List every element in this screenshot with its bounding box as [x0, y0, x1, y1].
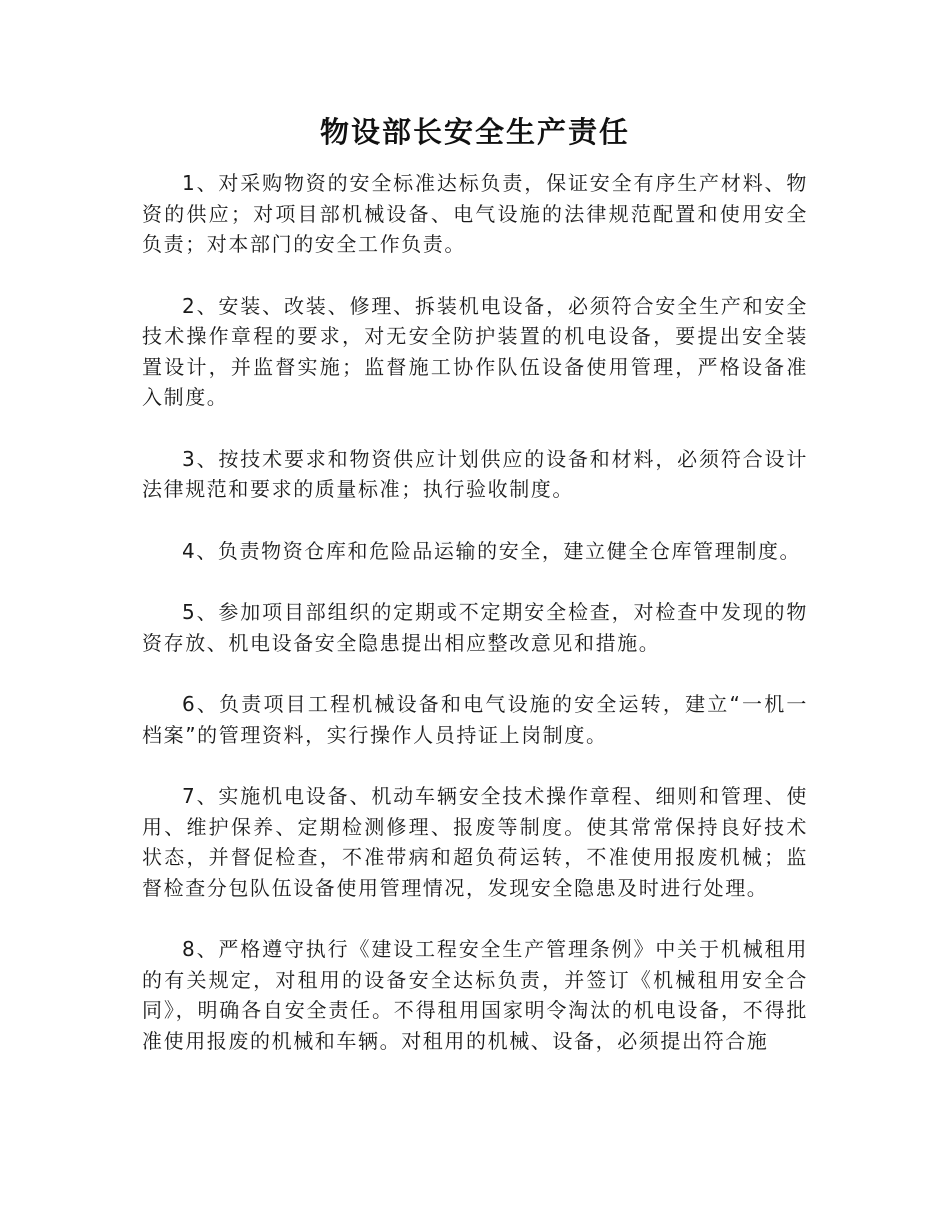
paragraph-6: 6、负责项目工程机械设备和电气设施的安全运转，建立“一机一档案”的管理资料，实行操作人员持证上岗制度。 [142, 692, 808, 747]
paragraph-5: 5、参加项目部组织的定期或不定期安全检查，对检查中发现的物资存放、机电设备安全隐患提出相应整改意见和措施。 [142, 600, 808, 655]
paragraph-2: 2、安装、改装、修理、拆装机电设备，必须符合安全生产和安全技术操作章程的要求，对无安全防护装置的机电设备，要提出安全装置设计，并监督实施；监督施工协作队伍设备使用管理，严格设备准入制度。 [142, 293, 808, 409]
paragraph-1: 1、对采购物资的安全标准达标负责，保证安全有序生产材料、物资的供应；对项目部机械设备、电气设施的法律规范配置和使用安全负责；对本部门的安全工作负责。 [142, 171, 808, 256]
document-body [142, 168, 808, 1056]
paragraph-7: 7、实施机电设备、机动车辆安全技术操作章程、细则和管理、使用、维护保养、定期检测修理、报废等制度。使其常常保持良好技术状态，并督促检查，不准带病和超负荷运转，不准使用报废机械；监督检查分包队伍设备使用管理情况，发现安全隐患及时进行处理。 [142, 784, 808, 900]
paragraph-4: 4、负责物资仓库和危险品运输的安全，建立健全仓库管理制度。 [182, 538, 802, 563]
paragraph-8: 8、严格遵守执行《建设工程安全生产管理条例》中关于机械租用的有关规定，对租用的设备安全达标负责，并签订《机械租用安全合同》，明确各自安全责任。不得租用国家明令淘汰的机电设备，不得批准使用报废的机械和车辆。对租用的机械、设备，必须提出符合施 [142, 937, 808, 1053]
document-title: 物设部长安全生产责任 [319, 115, 630, 149]
paragraph-3: 3、按技术要求和物资供应计划供应的设备和材料，必须符合设计法律规范和要求的质量标准；执行验收制度。 [142, 446, 808, 501]
